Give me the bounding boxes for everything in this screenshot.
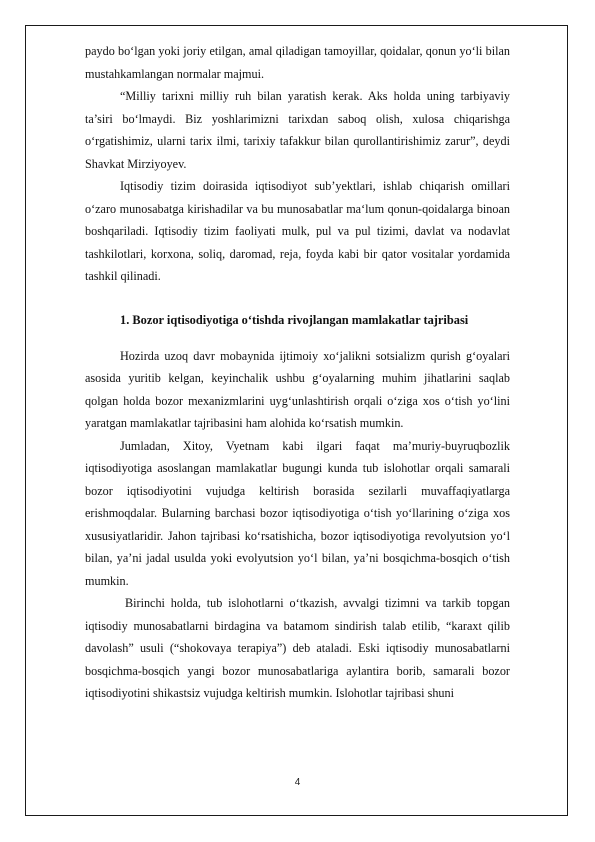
page-number: 4 bbox=[294, 777, 301, 788]
paragraph-transition-experience: Hozirda uzoq davr mobaynida ijtimoiy xo‘jalikni sotsializm qurish g‘oyalari asosida yuritib kelgan, keyinchalik ushbu g‘oyalarning muhim jihatlarini saqlab qolgan holda bozor mexanizmlarini uyg‘unlashtirish orqali o‘ziga xos o‘tish yo‘lini yaratgan mamlakatlar tajribasini ham alohida ko‘rsatish mumkin. bbox=[85, 348, 510, 430]
paragraph-continuation: paydo bo‘lgan yoki joriy etilgan, amal qiladigan tamoyillar, qoidalar, qonun yo‘li bilan mustahkamlangan normalar majmui. bbox=[85, 44, 510, 81]
document-body bbox=[85, 40, 510, 705]
section-heading: 1. Bozor iqtisodiyotiga o‘tishda rivojlangan mamlakatlar tajribasi bbox=[120, 312, 469, 327]
paragraph-shock-therapy: Birinchi holda, tub islohotlarni o‘tkazish, avvalgi tizimni va tarkib topgan iqtisodiy munosabatlarni birdagina va batamom sindirish talab etilib, “karaxt qilib davolash” usuli (“shokovaya terapiya”) deb ataladi. Eski iqtisodiy munosabatlarni bosqichma-bosqich yangi bozor munosabatlariga aylantira borib, samarali bozor iqtisodiyotini shikastsiz vujudga keltirish mumkin. Islohotlar tajribasi shuni bbox=[85, 596, 510, 700]
paragraph-economic-system: Iqtisodiy tizim doirasida iqtisodiyot sub’yektlari, ishlab chiqarish omillari o‘zaro munosabatga kirishadilar va bu munosabatlar ma‘lum qonun-qoidalarga binoan boshqariladi. Iqtisodiy tizim faoliyati mulk, pul va pul tizimi, davlat va nodavlat tashkilotlari, korxona, soliq, daromad, reja, foyda kabi bir qator vositalar yordamida tashkil qilinadi. bbox=[85, 179, 510, 283]
paragraph-china-vietnam: Jumladan, Xitoy, Vyetnam kabi ilgari faqat ma’muriy-buyruqbozlik iqtisodiyotiga asoslangan mamlakatlar bugungi kunda tub islohotlar orqali samarali bozor iqtisodiyotini vujudga keltirish borasida sezilarli muvaffaqiyatlarga erishmoqdalar. Bularning barchasi bozor iqtisodiyotiga o‘tish yo‘llarining o‘ziga xos xususiyatlaridir. Jahon tajribasi ko‘rsatishicha, bozor iqtisodiyotiga revolyutsion yo‘l bilan, ya’ni jadal usulda yoki evolyutsion yo‘l bilan, ya’ni bosqichma-bosqich o‘tish mumkin. bbox=[85, 438, 510, 588]
paragraph-quote: “Milliy tarixni milliy ruh bilan yaratish kerak. Aks holda uning tarbiyaviy ta’siri bo‘lmaydi. Biz yoshlarimizni tarixdan saboq olish, xulosa chiqarishga o‘rgatishimiz, ularni tarix ilmi, tarixiy tafakkur bilan qurollantirishimiz zarur”, deydi Shavkat Mirziyoyev. bbox=[85, 89, 510, 171]
